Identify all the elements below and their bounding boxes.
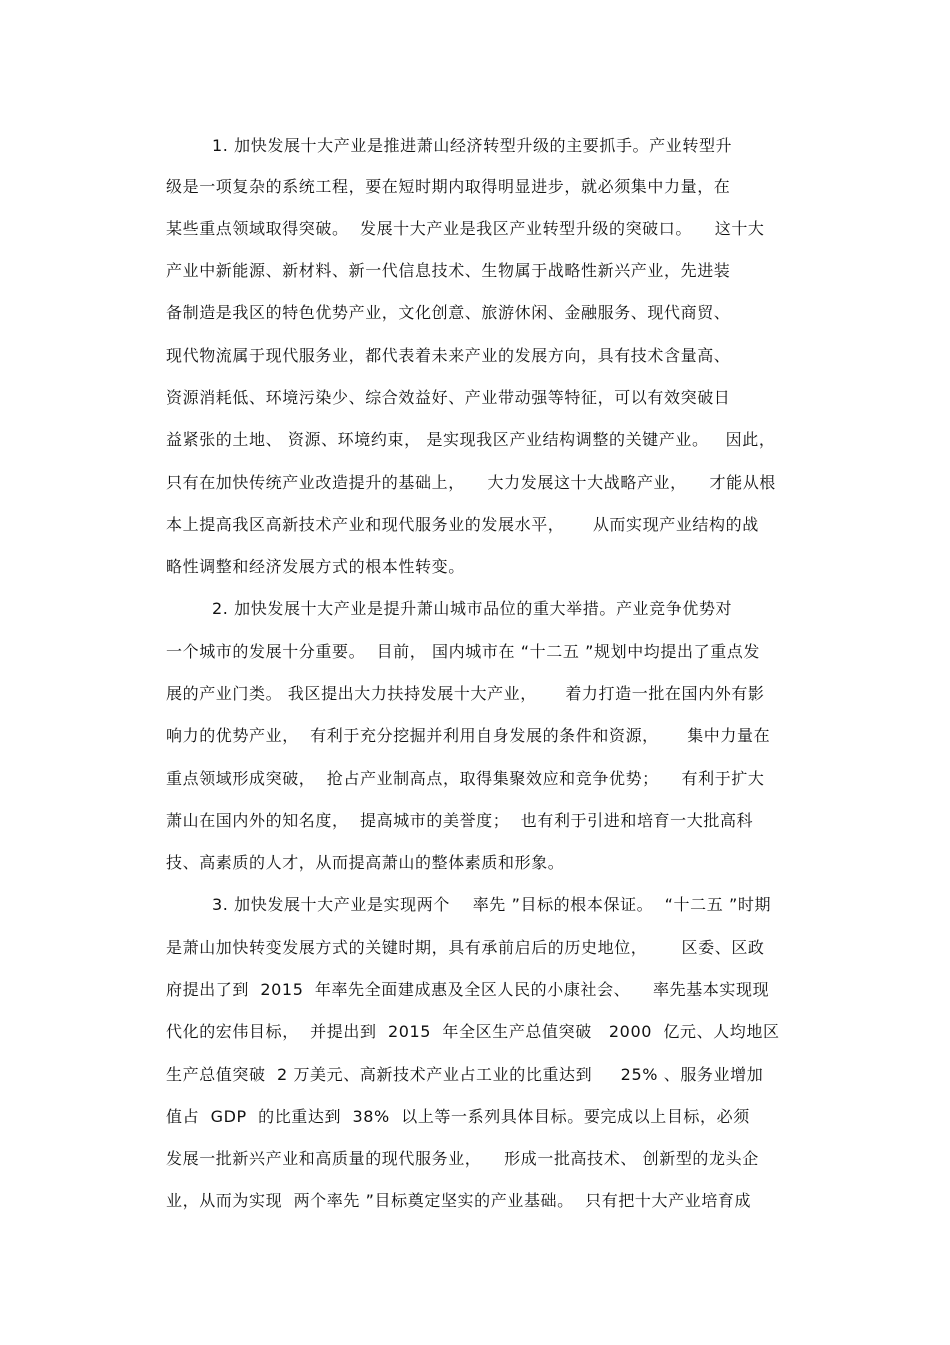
paragraph-1-line-9: 只有在加快传统产业改造提升的基础上， 大力发展这十大战略产业， 才能从根 bbox=[166, 473, 776, 492]
paragraph-1-line-7: 资源消耗低、环境污染少、综合效益好、产业带动强等特征，可以有效突破日 bbox=[166, 388, 731, 407]
paragraph-1-line-2: 级是一项复杂的系统工程，要在短时期内取得明显进步，就必须集中力量，在 bbox=[166, 177, 731, 196]
paragraph-1-line-10: 本上提高我区高新技术产业和现代服务业的发展水平， 从而实现产业结构的战 bbox=[166, 515, 759, 534]
paragraph-1-line-8: 益紧张的土地、 资源、环境约束， 是实现我区产业结构调整的关键产业。 因此， bbox=[166, 430, 776, 449]
paragraph-3-line-8: 业，从而为实现 两个率先 ”目标奠定坚实的产业基础。 只有把十大产业培育成 bbox=[166, 1191, 752, 1210]
paragraph-3-line-1: 3. 加快发展十大产业是实现两个 率先 ”目标的根本保证。 “十二五 ”时期 bbox=[212, 895, 772, 914]
paragraph-1-line-3: 某些重点领域取得突破。 发展十大产业是我区产业转型升级的突破口。 这十大 bbox=[166, 219, 765, 238]
paragraph-3-line-4: 代化的宏伟目标， 并提出到 2015 年全区生产总值突破 2000 亿元、人均地区 bbox=[166, 1022, 780, 1041]
paragraph-1-line-1: 1. 加快发展十大产业是推进萧山经济转型升级的主要抓手。产业转型升 bbox=[212, 136, 733, 155]
paragraph-2-line-4: 响力的优势产业， 有利于充分挖掘并利用自身发展的条件和资源， 集中力量在 bbox=[166, 726, 771, 745]
paragraph-3-line-7: 发展一批新兴产业和高质量的现代服务业， 形成一批高技术、 创新型的龙头企 bbox=[166, 1149, 759, 1168]
paragraph-1-line-6: 现代物流属于现代服务业，都代表着未来产业的发展方向，具有技术含量高、 bbox=[166, 346, 731, 365]
paragraph-3-line-6: 值占 GDP 的比重达到 38% 以上等一系列具体目标。要完成以上目标，必须 bbox=[166, 1107, 750, 1126]
paragraph-2-line-5: 重点领域形成突破， 抢占产业制高点，取得集聚效应和竞争优势； 有利于扩大 bbox=[166, 769, 765, 788]
paragraph-2-line-3: 展的产业门类。 我区提出大力扶持发展十大产业， 着力打造一批在国内外有影 bbox=[166, 684, 765, 703]
paragraph-1-line-5: 备制造是我区的特色优势产业，文化创意、旅游休闲、金融服务、现代商贸、 bbox=[166, 303, 731, 322]
paragraph-3-line-3: 府提出了到 2015 年率先全面建成惠及全区人民的小康社会、 率先基本实现现 bbox=[166, 980, 770, 999]
paragraph-2-line-2: 一个城市的发展十分重要。 目前， 国内城市在 “十二五 ”规划中均提出了重点发 bbox=[166, 642, 761, 661]
paragraph-3-line-2: 是萧山加快转变发展方式的关键时期，具有承前启后的历史地位， 区委、区政 bbox=[166, 938, 765, 957]
paragraph-1-line-11: 略性调整和经济发展方式的根本性转变。 bbox=[166, 557, 465, 576]
paragraph-1-line-4: 产业中新能源、新材料、新一代信息技术、生物属于战略性新兴产业，先进装 bbox=[166, 261, 731, 280]
paragraph-2-line-6: 萧山在国内外的知名度， 提高城市的美誉度； 也有利于引进和培育一大批高科 bbox=[166, 811, 754, 830]
paragraph-2-line-1: 2. 加快发展十大产业是提升萧山城市品位的重大举措。产业竞争优势对 bbox=[212, 599, 733, 618]
paragraph-2-line-7: 技、高素质的人才，从而提高萧山的整体素质和形象。 bbox=[166, 853, 565, 872]
paragraph-3-line-5: 生产总值突破 2 万美元、高新技术产业占工业的比重达到 25% 、服务业增加 bbox=[166, 1065, 764, 1084]
